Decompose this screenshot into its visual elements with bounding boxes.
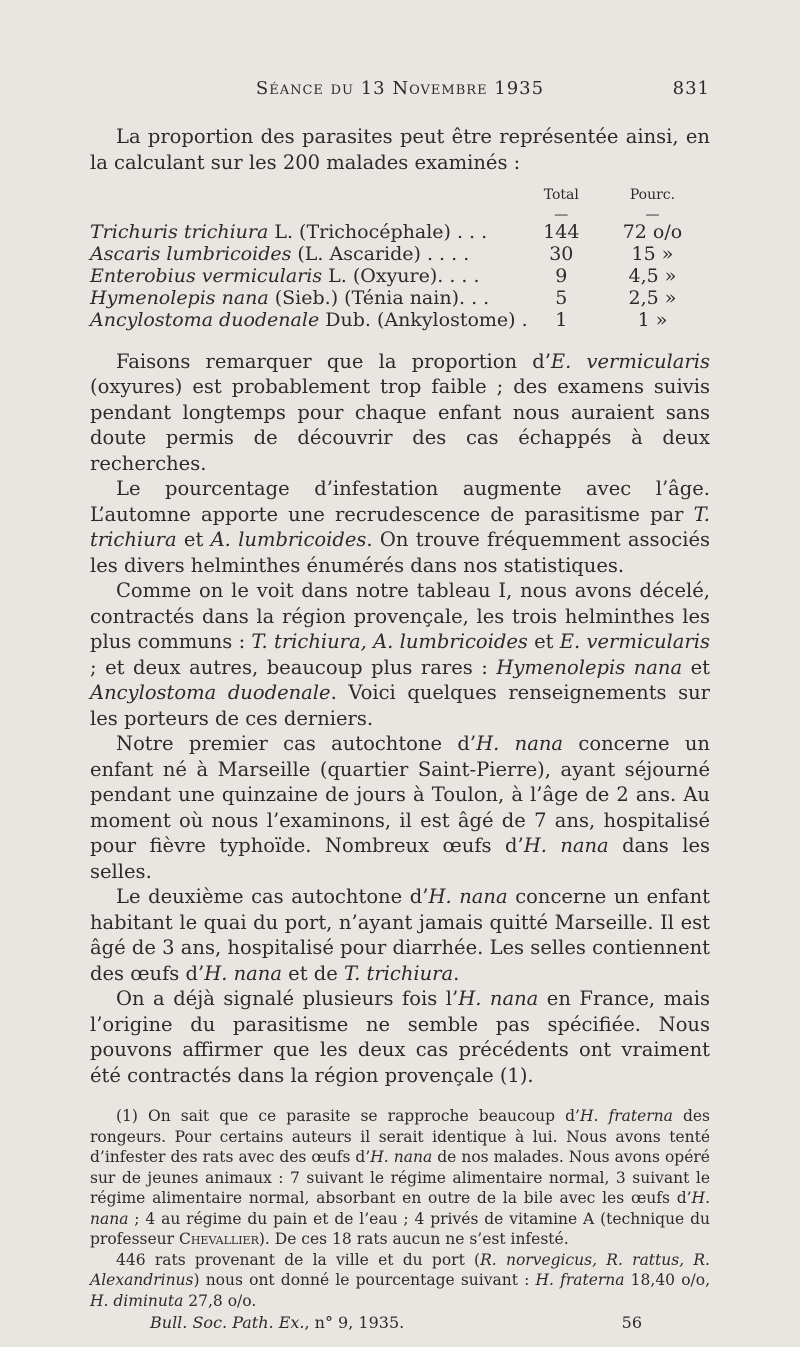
page-number: 831 (672, 78, 710, 99)
dash-total: — (554, 206, 569, 223)
paragraph-tableau: Comme on le voit dans notre tableau I, nous avons décelé, contractés dans la région provençale, les trois helminthes les plus communs : T. trichiura, A. lumbricoides et E. vermicularis ; et deux autres, beaucoup plus rares : Hymenolepis nana et Ancylostoma duodenale. Voici quelques renseignements sur les porteurs de ces derniers. (90, 579, 711, 730)
species-detail: Dub. (Ankylostome) . (319, 308, 528, 331)
species-name: Ascaris lumbricoides (90, 242, 292, 265)
pct-cell: 4,5 » (628, 264, 677, 287)
pct-cell: 72 o/o (622, 220, 683, 243)
running-title: Séance du 13 Novembre 1935 (255, 78, 545, 99)
species-name: Hymenolepis nana (90, 286, 269, 309)
footnote-1: (1) On sait que ce parasite se rapproche beaucoup d’H. fraterna des rongeurs. Pour certains auteurs il serait identique à lui. Nous avons tenté d’infester des rats avec des œufs d’H. nana de nos malades. Nous avons opéré sur de jeunes animaux : 7 suivant le régime alimentaire normal, 3 suivant le régime alimentaire normal, absorbant en outre de la bile avec les œufs d’H. nana ; 4 au régime du pain et de l’eau ; 4 privés de vitamine A (technique du professeur Chevallier). De ces 18 rats aucun ne s’est infesté. (90, 1107, 711, 1248)
dash-pct: — (645, 206, 660, 223)
article-body (90, 124, 710, 1334)
signature-mark: 56 (621, 1313, 642, 1332)
table-header-row (90, 183, 710, 209)
pct-cell: 1 » (637, 308, 668, 331)
species-detail: L. (Oxyure). . . . (322, 264, 480, 287)
footnote-2: 446 rats provenant de la ville et du port (R. norvegicus, R. rattus, R. Alexandrinus) nous ont donné le pourcentage suivant : H. fraterna 18,40 o/o, H. diminuta 27,8 o/o. (90, 1250, 711, 1310)
species-detail: (L. Ascaride) . . . . (291, 242, 470, 265)
total-cell: 1 (555, 308, 568, 331)
pct-cell: 15 » (631, 242, 674, 265)
paragraph-second-case: Le deuxième cas autochtone d’H. nana concerne un enfant habitant le quai du port, n’ayant jamais quitté Marseille. Il est âgé de 3 ans, hospitalisé pour diarrhée. Les selles contiennent des œufs d’H. nana et de T. trichiura. (90, 885, 710, 985)
parasite-table (90, 183, 710, 331)
paragraph-first-case: Notre premier cas autochtone d’H. nana concerne un enfant né à Marseille (quartier Saint-Pierre), ayant séjourné pendant une quinzaine de jours à Toulon, à l’âge de 2 ans. Au moment où nous l’examinons, il est âgé de 7 ans, hospitalisé pour fièvre typhoïde. Nombreux œufs d’H. nana dans les selles. (90, 732, 710, 883)
intro-paragraph: La proportion des parasites peut être représentée ainsi, en la calculant sur les 200 malades examinés : (90, 125, 710, 174)
pct-cell: 2,5 » (628, 286, 677, 309)
total-cell: 5 (555, 286, 568, 309)
table-row (90, 265, 710, 287)
table-row (90, 221, 710, 243)
species-detail: L. (Trichocéphale) . . . (268, 220, 488, 243)
col-total-header: Total (543, 187, 579, 203)
table-row (90, 287, 710, 309)
species-name: Enterobius vermicularis (90, 264, 323, 287)
paragraph-age: Le pourcentage d’infestation augmente avec l’âge. L’automne apporte une recrudescence de parasitisme par T. trichiura et A. lumbricoides. On trouve fréquemment associés les divers helminthes énumérés dans nos statistiques. (90, 477, 711, 577)
paragraph-origin: On a déjà signalé plusieurs fois l’H. nana en France, mais l’origine du parasitisme ne semble pas spécifiée. Nous pouvons affirmer que les deux cas précédents ont vraiment été contractés dans la région provençale (1). (90, 987, 710, 1087)
paragraph-oxyures: Faisons remarquer que la proportion d’E. vermicularis (oxyures) est probablement trop faible ; des examens suivis pendant longtemps pour chaque enfant nous auraient sans doute permis de découvrir des cas échappés à deux recherches. (90, 349, 710, 475)
running-header (90, 78, 710, 99)
footnotes (90, 1106, 710, 1334)
page-footer (90, 1313, 710, 1334)
total-cell: 144 (543, 220, 580, 243)
table-row (90, 243, 710, 265)
species-detail: (Sieb.) (Ténia nain). . . (268, 286, 490, 309)
table-dash-row (90, 209, 710, 221)
total-cell: 30 (549, 242, 574, 265)
total-cell: 9 (555, 264, 568, 287)
journal-reference: Bull. Soc. Path. Ex., n° 9, 1935. (150, 1313, 405, 1332)
species-name: Ancylostoma duodenale (90, 308, 320, 331)
table-row (90, 309, 710, 331)
col-pct-header: Pourc. (629, 187, 676, 203)
species-name: Trichuris trichiura (90, 220, 269, 243)
